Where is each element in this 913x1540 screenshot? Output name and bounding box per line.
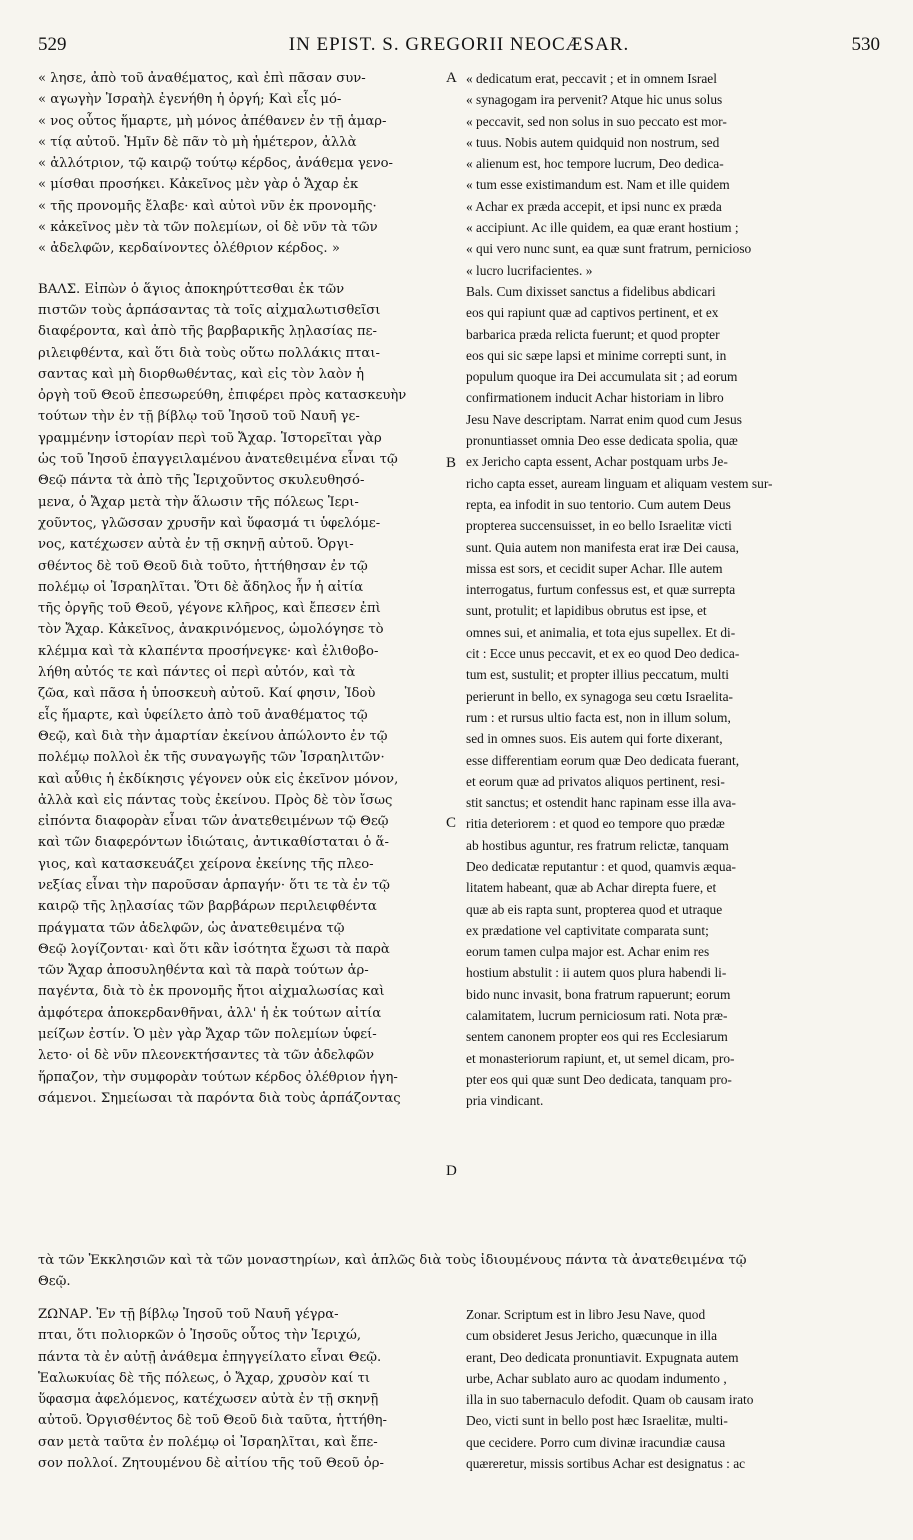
text-line: Θεῷ, καὶ διὰ τὴν ἁμαρτίαν ἐκείνου ἀπώλοντο ἐν τῷ (38, 728, 388, 744)
margin-marker-d: D (446, 1163, 457, 1179)
book-page (38, 34, 880, 1514)
text-line: pter eos qui quæ sunt Deo dedicata, tanquam pro- (466, 1071, 732, 1087)
text-line: esse differentiam eorum quæ Deo dedicata fuerant, (466, 752, 740, 768)
text-line: σαν μετὰ ταῦτα ἐν πολέμῳ οἱ Ἰσραηλῖται, καὶ ἔπε- (38, 1434, 378, 1450)
text-line: διαφέροντα, καὶ ἀπὸ τῆς βαρβαρικῆς λῃλασίας πε- (38, 324, 377, 340)
text-line: καιρῷ τῆς λῃλασίας τῶν βαρβάρων περιλειφθέντα (38, 899, 377, 915)
text-line: γραμμένην ἱστορίαν περὶ τοῦ Ἄχαρ. Ἱστορεῖται γὰρ (38, 430, 382, 446)
text-line: bido nunc invasit, bona fratrum rapuerunt; eorum (466, 986, 731, 1002)
text-line: ἀλλὰ καὶ εἰς πάντας τοὺς ἐκείνου. Πρὸς δὲ τὸν ἴσως (38, 792, 393, 808)
text-line: et monasteriorum rapiunt, et, ut semel dicam, pro- (466, 1050, 735, 1066)
text-line: pria vindicant. (466, 1093, 544, 1109)
running-title: IN EPIST. S. GREGORII NEOCÆSAR. (288, 34, 630, 55)
text-line: ὀργὴ τοῦ Θεοῦ ἐπεσωρεύθη, ἐπιφέρει πρὸς κατασκευὴν (38, 388, 407, 404)
text-line: missa est sors, et cecidit super Achar. Ille autem (466, 560, 723, 576)
text-line: « ἀδελφῶν, κερδαίνοντες ὀλέθριον κέρδος. » (38, 241, 340, 257)
greek-column (38, 68, 448, 1109)
margin-marker-a: A (446, 70, 457, 86)
text-line: Deo, victi sunt in bello post hæc Israelitæ, multi- (466, 1413, 728, 1429)
text-line: ἥρπαζον, τὴν συμφορὰν τούτων κέρδος ὀλέθριον ἡγη- (38, 1069, 398, 1085)
text-line: ἀμφότερα ἀποκερδανθῆναι, ἀλλ' ἡ ἐκ τούτων αἰτία (38, 1005, 382, 1021)
text-line: αὐτοῦ. Ὀργισθέντος δὲ τοῦ Θεοῦ διὰ ταῦτα, ἡττήθη- (38, 1413, 387, 1429)
text-line: σθέντος δὲ τοῦ Θεοῦ διὰ τοῦτο, ἡττήθησαν ἐν τῷ (38, 558, 368, 574)
text-line: « κἀκεῖνος μὲν τὰ τῶν πολεμίων, οἱ δὲ νῦν τὰ τῶν (38, 220, 378, 236)
text-line: « αγωγὴν Ἰσραὴλ ἐγενήθη ἡ ὀργή; Καὶ εἷς μό- (38, 92, 342, 108)
text-line: μείζων ἐστίν. Ὁ μὲν γὰρ Ἄχαρ τῶν πολεμίων ὑφεί- (38, 1027, 377, 1043)
greek-quote (38, 68, 448, 260)
latin-zonaras-commentary (466, 1304, 880, 1474)
text-line: « λησε, ἀπὸ τοῦ ἀναθέματος, καὶ ἐπὶ πᾶσαν συν- (38, 71, 366, 86)
text-line: τὰ τῶν Ἐκκλησιῶν καὶ τὰ τῶν μοναστηρίων, καὶ ἁπλῶς διὰ τοὺς ἰδιουμένους πάντα τὰ ἀνατεθειμένα τῷ (38, 1253, 747, 1268)
text-line: σον πολλοί. Ζητουμένου δὲ αἰτίου τῆς τοῦ Θεοῦ ὀρ- (38, 1456, 384, 1472)
text-line: propterea succensuisset, in eo bello Israelitæ victi (466, 518, 732, 534)
text-line: τῆς ὀργῆς τοῦ Θεοῦ, γέγονε κλῆρος, καὶ ἔπεσεν ἐπὶ (38, 601, 381, 617)
text-line: sentem canonem propter eos qui res Ecclesiarum (466, 1029, 728, 1045)
text-line: « lucro lucrifacientes. » (466, 262, 593, 278)
text-line: « ἀλλότριον, τῷ καιρῷ τούτῳ κέρδος, ἀνάθεμα γενο- (38, 156, 394, 172)
text-line: εἷς ἥμαρτε, καὶ ὑφείλετο ἀπὸ τοῦ ἀναθέματος τῷ (38, 707, 368, 723)
text-line: σάμενοι. Σημείωσαι τὰ παρόντα διὰ τοὺς ἁρπάζοντας (38, 1090, 401, 1106)
text-line: Θεῷ πάντα τὰ ἀπὸ τῆς Ἱεριχοῦντος σκυλευθησό- (38, 473, 365, 489)
text-line: « qui vero nunc sunt, ea quæ sunt fratrum, pernicioso (466, 241, 752, 257)
text-line: eos qui rapiunt quæ ad captivos pertinent, et ex (466, 305, 719, 321)
margin-marker-c: C (446, 815, 457, 831)
text-line: barbarica præda relicta fuerunt; et quod propter (466, 326, 720, 342)
text-line: Ἑαλωκυίας δὲ τῆς πόλεως, ὁ Ἄχαρ, χρυσὸν καί τι (38, 1370, 371, 1386)
text-line: urbe, Achar sublato auro ac quodam indumento , (466, 1370, 727, 1386)
text-line: πολέμῳ οἱ Ἰσραηλῖται. Ὅτι δὲ ἄδηλος ἦν ἡ αἰτία (38, 579, 364, 595)
text-line: eos qui sic sæpe lapsi et minime correpti sunt, in (466, 347, 727, 363)
page-number-left: 529 (38, 34, 67, 55)
text-line: νεξίας εἶναι τὴν παροῦσαν ἁρπαγήν· ὅτι τε τὰ ἐν τῷ (38, 877, 390, 893)
text-line: quæreretur, missis sortibus Achar est designatus : ac (466, 1456, 746, 1472)
text-line: τὸν Ἄχαρ. Κἀκεῖνος, ἀνακρινόμενος, ὡμολόγησε τὸ (38, 622, 384, 638)
text-line: ΒΑΛΣ. Εἰπὼν ὁ ἅγιος ἀποκηρύττεσθαι ἐκ τῶν (38, 281, 345, 297)
text-line: hostium abstulit : ii autem quos plura habendi li- (466, 965, 727, 981)
text-line: « tum esse existimandum est. Nam et ille quidem (466, 177, 730, 193)
text-line: et eorum quæ ad privatos aliquos pertinent, resi- (466, 773, 725, 789)
text-line: sunt. Quia autem non manifesta erat iræ Dei causa, (466, 539, 739, 555)
greek-zonaras-commentary (38, 1304, 448, 1474)
text-line: populum quoque ira Dei accumulata sit ; ad eorum (466, 369, 738, 385)
text-line: Bals. Cum dixisset sanctus a fidelibus abdicari (466, 283, 716, 299)
text-line: « tuus. Nobis autem quidquid non nostrum, sed (466, 134, 720, 150)
text-line: stit sanctus; et ostendit hanc rapinam esse illa ava- (466, 795, 736, 811)
text-line: Θεῷ λογίζονται· καὶ ὅτι κἂν ἰσότητα ἔχωσι τὰ παρὰ (38, 941, 390, 957)
text-line: λετο· οἱ δὲ νῦν πλεονεκτήσαντες τὰ τῶν ἀδελφῶν (38, 1048, 374, 1064)
text-line: νος, κατέχωσεν αὐτὰ ἐν τῇ σκηνῇ αὐτοῦ. Ὀργι- (38, 537, 354, 553)
text-line: perierunt in bello, ex synagoga seu cœtu Israelita- (466, 688, 733, 704)
text-line: πολέμῳ πολλοὶ ἐκ τῆς συναγωγῆς τῶν Ἰσραηλιτῶν· (38, 750, 385, 766)
text-line: sunt, protulit; et lapidibus obrutus est ipse, et (466, 603, 707, 619)
text-line: εἰπόντα διαφορὰν εἶναι τῶν ἀνατεθειμένων τῷ Θεῷ (38, 814, 389, 830)
latin-quote (466, 68, 880, 281)
text-line: ζῶα, καὶ πᾶσα ἡ ὑποσκευὴ αὐτοῦ. Καί φησιν, Ἰδοὺ (38, 686, 376, 702)
text-line: eorum tamen culpa major est. Achar enim res (466, 944, 710, 960)
text-line: πάντα τὰ ἐν αὐτῇ ἀνάθεμα ἐπηγγείλατο εἶναι Θεῷ. (38, 1349, 382, 1365)
text-line: « alienum est, hoc tempore lucrum, Deo dedica- (466, 156, 724, 172)
text-line: repta, ea infodit in suo tentorio. Cum autem Deus (466, 496, 731, 512)
text-line: omnes sui, et animalia, et tota ejus supellex. Et di- (466, 624, 736, 640)
text-line: ὕφασμα ἀφελόμενος, κατέχωσεν αὐτὰ ἐν τῇ σκηνῇ (38, 1392, 379, 1408)
text-line: « νος οὗτος ἥμαρτε, μὴ μόνος ἀπέθανεν ἐν τῇ ἁμαρ- (38, 113, 387, 129)
text-line: χοῦντος, γλῶσσαν χρυσῆν καὶ ὕφασμά τι ὑφελόμε- (38, 515, 381, 531)
text-line: πται, ὅτι πολιορκῶν ὁ Ἰησοῦς οὗτος τὴν Ἱεριχώ, (38, 1328, 362, 1344)
text-line: « accipiunt. Ac ille quidem, ea quæ erant hostium ; (466, 220, 739, 236)
text-line: sed in omnes suos. Eis autem qui forte dixerant, (466, 731, 723, 747)
latin-column (466, 68, 880, 1112)
text-line: ὡς τοῦ Ἰησοῦ ἐπαγγειλαμένου ἀνατεθειμένα εἶναι τῷ (38, 452, 398, 468)
text-line: richo capta esset, auream linguam et aliquam vestem sur- (466, 475, 773, 491)
text-line: « synagogam ira pervenit? Atque hic unus solus (466, 92, 723, 108)
text-line: que cecidere. Porro cum divinæ iracundiæ causa (466, 1434, 726, 1450)
text-line: pronuntiasset omnia Deo esse dedicata spolia, quæ (466, 433, 738, 449)
text-line: ritia deteriorem : et quod eo tempore quo prædæ (466, 816, 725, 832)
text-line: « Achar ex præda accepit, et ipsi nunc ex præda (466, 198, 722, 214)
latin-balsamon-commentary (466, 281, 880, 1112)
margin-marker-b: B (446, 455, 457, 471)
greek-full-width-continuation (38, 1250, 880, 1293)
text-line: τῶν Ἄχαρ ἀποσυληθέντα καὶ τὰ παρὰ τούτων ἁρ- (38, 963, 369, 979)
text-line: calamitatem, lucrum perniciosum rati. Nota præ- (466, 1008, 728, 1024)
text-line: Deo dedicatæ reputantur : et quod, quamvis æqua- (466, 858, 736, 874)
text-line: σαντας καὶ μὴ διορθωθέντας, καὶ εἰς τὸν λαὸν ἡ (38, 366, 364, 382)
greek-balsamon-commentary (38, 279, 448, 1110)
text-line: ΖΩΝΑΡ. Ἐν τῇ βίβλῳ Ἰησοῦ τοῦ Ναυῆ γέγρα- (38, 1307, 339, 1322)
text-line: « τῆς προνομῆς ἔλαβε· καὶ αὐτοὶ νῦν ἐκ προνομῆς· (38, 198, 377, 214)
text-line: μενα, ὁ Ἄχαρ μετὰ τὴν ἅλωσιν τῆς πόλεως Ἱερι- (38, 494, 359, 510)
text-line: tum est, sustulit; et propter illius peccatum, multi (466, 667, 729, 683)
text-line: Zonar. Scriptum est in libro Jesu Nave, quod (466, 1307, 706, 1322)
text-line: ex Jericho capta essent, Achar postquam urbs Je- (466, 454, 728, 470)
text-line: πιστῶν τοὺς ἁρπάσαντας τὰ τοῖς αἰχμαλωτισθεῖσι (38, 302, 381, 318)
text-line: ex prædatione vel captivitate comparata sunt; (466, 922, 709, 938)
text-line: erant, Deo dedicata pronuntiavit. Expugnata autem (466, 1349, 739, 1365)
text-line: cit : Ecce unus peccavit, et ex eo quod Deo dedica- (466, 646, 740, 662)
text-line: « dedicatum erat, peccavit ; et in omnem Israel (466, 71, 717, 86)
text-line: litatem habeant, quæ ab Achar direpta fuere, et (466, 880, 717, 896)
text-line: τούτων τὴν ἐν τῇ βίβλῳ τοῦ Ἰησοῦ τοῦ Ναυῆ γε- (38, 409, 360, 425)
text-line: rum : et rursus ultio facta est, non in illum solum, (466, 709, 731, 725)
text-line: confirmationem inducit Achar historiam in libro (466, 390, 724, 406)
text-line: Jesu Nave descriptam. Narrat enim quod cum Jesus (466, 411, 742, 427)
text-line: Θεῷ. (38, 1274, 71, 1290)
text-line: πράγματα τῶν ἀδελφῶν, ὡς ἀνατεθειμένα τῷ (38, 920, 345, 936)
text-line: interrogatus, furtum confessus est, et quæ surrepta (466, 582, 736, 598)
text-line: ab hostibus aguntur, res fratrum relictæ, tanquam (466, 837, 729, 853)
text-line: κλέμμα καὶ τὰ κλαπέντα προσήνεγκε· καὶ ἐλιθοβο- (38, 643, 379, 659)
text-line: quæ ab eis rapta sunt, propterea quod et utraque (466, 901, 723, 917)
text-line: « μίσθαι προσήκει. Κἀκεῖνος μὲν γὰρ ὁ Ἄχαρ ἐκ (38, 177, 359, 193)
text-line: « peccavit, sed non solus in suo peccato est mor- (466, 113, 727, 129)
text-line: λήθη αὐτός τε καὶ πάντες οἱ περὶ αὐτόν, καὶ τὰ (38, 665, 356, 681)
text-line: καὶ αὖθις ἡ ἐκδίκησις γέγονεν οὐκ εἰς ἐκεῖνον μόνον, (38, 771, 399, 787)
text-line: ριλειφθέντα, καὶ ὅτι διὰ τοὺς οὕτω πολλάκις πται- (38, 345, 380, 361)
text-line: cum obsideret Jesus Jericho, quæcunque in illa (466, 1328, 718, 1344)
page-header (38, 34, 880, 70)
text-line: « τίᾳ αὐτοῦ. Ἡμῖν δὲ πᾶν τὸ μὴ ἡμέτερον, ἀλλὰ (38, 134, 357, 150)
text-line: παγέντα, διὰ τὸ ἐκ προνομῆς ἤτοι αἰχμαλωσίας καὶ (38, 984, 385, 1000)
text-line: γιος, καὶ κατασκευάζει χείρονα ἐκείνης τῆς πλεο- (38, 856, 374, 872)
page-number-right: 530 (851, 34, 880, 55)
text-line: illa in suo tabernaculo defodit. Quam ob causam irato (466, 1392, 754, 1408)
text-line: καὶ τῶν διαφερόντων ἰδιώταις, ἀντικαθίσταται ὁ ἅ- (38, 835, 389, 851)
